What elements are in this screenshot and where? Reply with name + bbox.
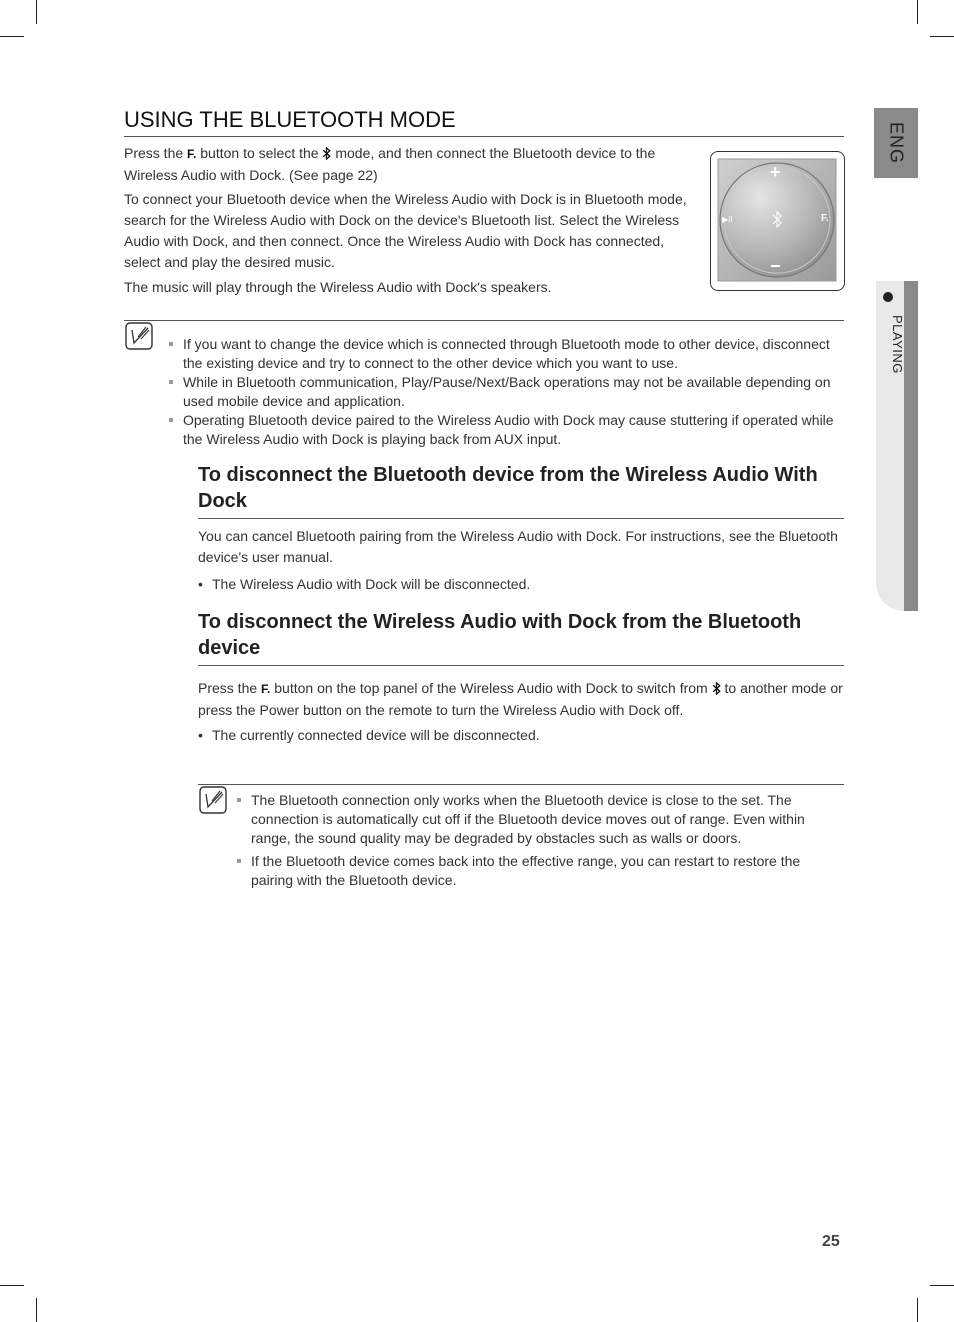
crop-mark (0, 1285, 24, 1286)
note-item: While in Bluetooth communication, Play/Pause/Next/Back operations may not be available depending on used mobile device and application. (169, 373, 839, 411)
section-text: Press the (198, 680, 258, 696)
intro-text: button to select the (200, 145, 319, 161)
page-number: 25 (822, 1233, 840, 1250)
note-item: Operating Bluetooth device paired to the Wireless Audio with Dock may cause stuttering if operated while the Wireless Audio with Dock is playing back from AUX input. (169, 411, 839, 449)
f-key-icon: F. (821, 213, 829, 224)
crop-mark (930, 1285, 954, 1286)
notes-list (169, 335, 839, 449)
play-pause-icon: ▶II (722, 215, 733, 224)
section-label: PLAYING (890, 315, 905, 374)
note-item: If you want to change the device which is connected through Bluetooth mode to other device, disconnect the existing device and try to connect to the other device which you want to use. (169, 335, 839, 373)
device-panel-illustration (710, 151, 845, 291)
page-title: USING THE BLUETOOTH MODE (124, 107, 844, 137)
crop-mark (917, 1298, 918, 1322)
section-bullet: • The currently connected device will be disconnected. (198, 725, 842, 746)
crop-mark (917, 0, 918, 24)
f-key-label: F. (187, 147, 197, 161)
intro-paragraph-3: The music will play through the Wireless Audio with Dock's speakers. (124, 279, 552, 295)
note-icon (125, 322, 153, 350)
intro-text: Press the (124, 145, 184, 161)
f-key-label: F. (261, 682, 271, 696)
bluetooth-icon (712, 682, 721, 695)
section-bullet-icon (883, 292, 893, 302)
bluetooth-icon (322, 147, 331, 160)
volume-down-icon: − (770, 256, 781, 276)
intro-text: mode, and then connect the Bluetooth device to the Wireless Audio with Dock. (See page 22) (124, 145, 656, 183)
note-divider (198, 784, 844, 785)
section-text: to another mode or press the Power button on the remote to turn the Wireless Audio with Dock off. (198, 680, 843, 718)
crop-mark (36, 0, 37, 24)
intro-paragraph-2: To connect your Bluetooth device when the Wireless Audio with Dock is in Bluetooth mode, search for the Wireless Audio with Dock on the device's Bluetooth list. Select the Wireless Audio with Dock, and then connect. Once the Wireless Audio with Dock has connected, select and play the desired music. (124, 191, 687, 270)
section-heading: To disconnect the Wireless Audio with Dock from the Bluetooth device (198, 609, 844, 666)
language-tab (874, 108, 918, 178)
crop-mark (0, 36, 24, 37)
crop-mark (36, 1298, 37, 1322)
note-item: If the Bluetooth device comes back into the effective range, you can restart to restore the pairing with the Bluetooth device. (237, 852, 837, 890)
section-tab-bar (904, 281, 918, 611)
intro-paragraph-1 (124, 143, 694, 186)
note-icon (199, 786, 227, 814)
notes-list (237, 791, 837, 890)
volume-up-icon: + (770, 162, 781, 182)
section-tab (876, 281, 918, 611)
section-text: button on the top panel of the Wireless Audio with Dock to switch from (274, 680, 708, 696)
section-bullet: • The Wireless Audio with Dock will be disconnected. (198, 574, 842, 595)
section-heading: To disconnect the Bluetooth device from the Wireless Audio With Dock (198, 462, 844, 519)
note-item: The Bluetooth connection only works when the Bluetooth device is close to the set. The connection is automatically cut off if the Bluetooth device moves out of range. Even within range, the sound quality may be degraded by obstacles such as walls or doors. (237, 791, 837, 848)
section-body: You can cancel Bluetooth pairing from the Wireless Audio with Dock. For instructions, see the Bluetooth device's user manual. (198, 528, 838, 565)
note-divider (124, 320, 844, 321)
section-body (198, 678, 844, 721)
language-label: ENG (886, 121, 907, 165)
crop-mark (930, 36, 954, 37)
